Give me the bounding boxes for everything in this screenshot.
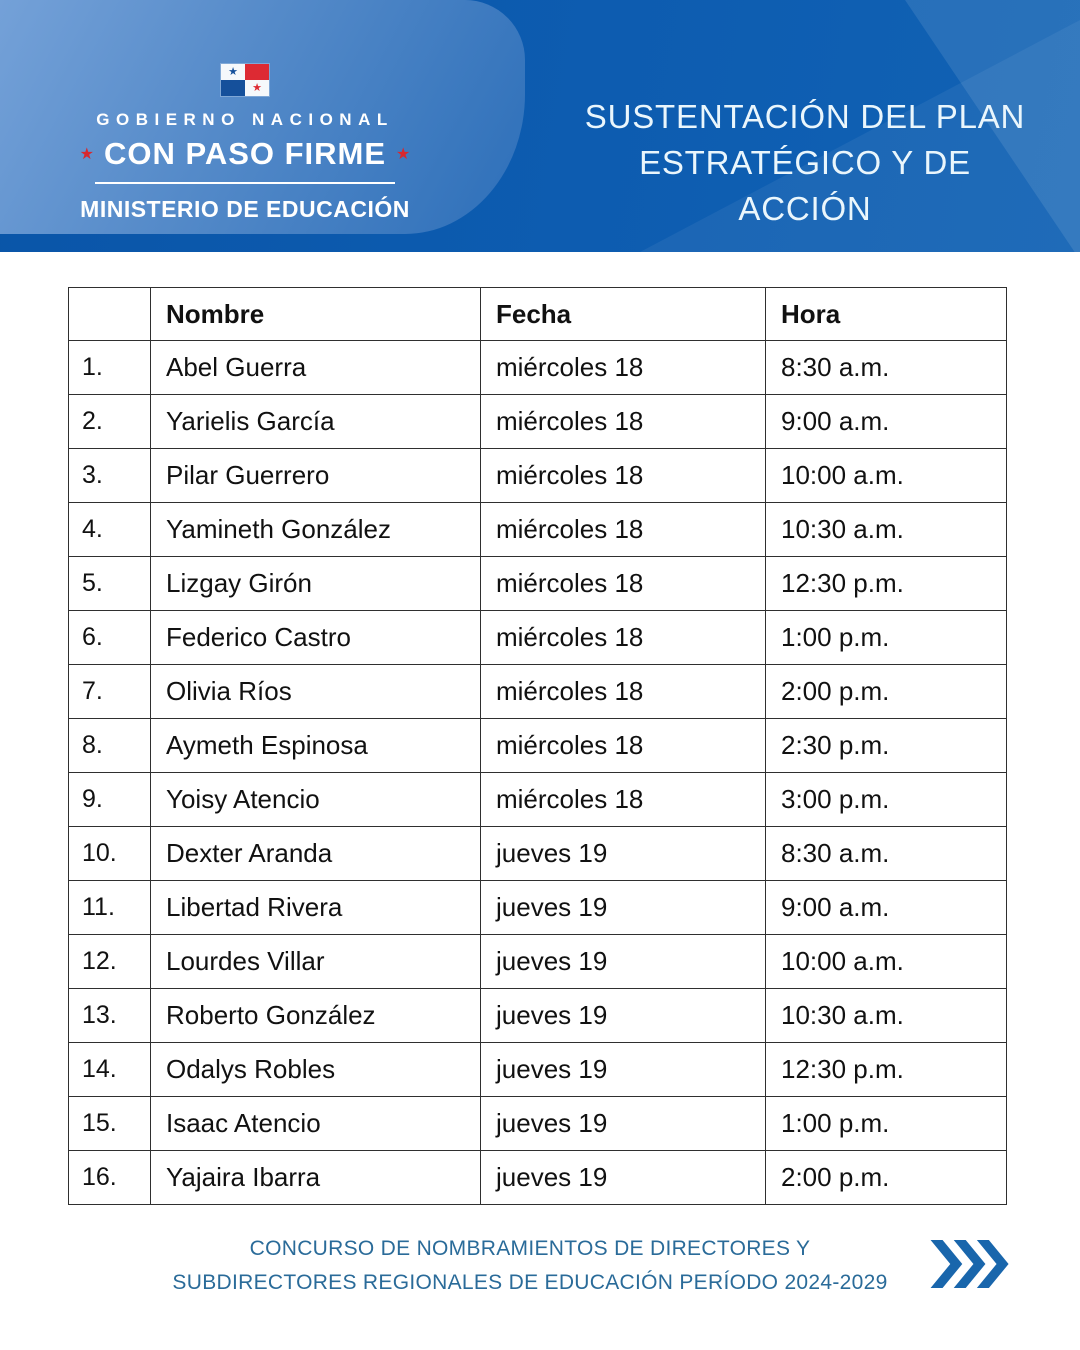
fecha-cell: miércoles 18: [481, 611, 766, 665]
fecha-cell: jueves 19: [481, 1151, 766, 1205]
hora-cell: 10:30 a.m.: [766, 503, 1007, 557]
row-number-cell: 1.: [69, 341, 151, 395]
row-number-cell: 12.: [69, 935, 151, 989]
nombre-cell: Yamineth González: [151, 503, 481, 557]
page-title-line1: SUSTENTACIÓN DEL PLAN: [584, 98, 1026, 135]
column-header-empty: [69, 288, 151, 341]
fecha-cell: miércoles 18: [481, 773, 766, 827]
nombre-cell: Libertad Rivera: [151, 881, 481, 935]
fecha-cell: miércoles 18: [481, 449, 766, 503]
nombre-cell: Yarielis García: [151, 395, 481, 449]
table-row: [69, 1097, 1007, 1151]
table-row: [69, 1151, 1007, 1205]
fecha-cell: miércoles 18: [481, 665, 766, 719]
row-number-cell: 10.: [69, 827, 151, 881]
table-row: [69, 989, 1007, 1043]
nombre-cell: Lourdes Villar: [151, 935, 481, 989]
footer: [0, 1228, 1080, 1318]
table-row: [69, 557, 1007, 611]
page-title: [570, 94, 1040, 233]
footer-caption-line1: CONCURSO DE NOMBRAMIENTOS DE DIRECTORES Y: [249, 1237, 811, 1260]
hora-cell: 10:00 a.m.: [766, 935, 1007, 989]
ministry-label: MINISTERIO DE EDUCACIÓN: [80, 196, 410, 222]
row-number-cell: 3.: [69, 449, 151, 503]
row-number-cell: 8.: [69, 719, 151, 773]
row-number-cell: 9.: [69, 773, 151, 827]
hora-cell: 1:00 p.m.: [766, 1097, 1007, 1151]
triple-chevron-right-icon: [928, 1240, 1012, 1288]
logo-divider: [95, 182, 395, 184]
flag-blue-star-icon: ★: [228, 65, 238, 78]
hora-cell: 1:00 p.m.: [766, 611, 1007, 665]
row-number-cell: 16.: [69, 1151, 151, 1205]
nombre-cell: Yajaira Ibarra: [151, 1151, 481, 1205]
row-number-cell: 4.: [69, 503, 151, 557]
table-row: [69, 665, 1007, 719]
nombre-cell: Odalys Robles: [151, 1043, 481, 1097]
table-row: [69, 935, 1007, 989]
fecha-cell: miércoles 18: [481, 557, 766, 611]
fecha-cell: jueves 19: [481, 1097, 766, 1151]
row-number-cell: 15.: [69, 1097, 151, 1151]
schedule-table-body: [69, 341, 1007, 1205]
fecha-cell: miércoles 18: [481, 719, 766, 773]
hora-cell: 10:00 a.m.: [766, 449, 1007, 503]
row-number-cell: 6.: [69, 611, 151, 665]
nombre-cell: Roberto González: [151, 989, 481, 1043]
table-row: [69, 449, 1007, 503]
schedule-table: [68, 287, 1007, 1205]
hora-cell: 12:30 p.m.: [766, 557, 1007, 611]
slogan-label: CON PASO FIRME: [103, 136, 387, 171]
table-row: [69, 341, 1007, 395]
hora-cell: 2:30 p.m.: [766, 719, 1007, 773]
table-row: [69, 611, 1007, 665]
flag-red-star-icon: ★: [252, 81, 262, 94]
fecha-cell: miércoles 18: [481, 503, 766, 557]
hora-cell: 9:00 a.m.: [766, 395, 1007, 449]
schedule-table-container: [68, 287, 1007, 1205]
government-logo: [60, 64, 430, 223]
column-header-hora: Hora: [766, 288, 1007, 341]
row-number-cell: 13.: [69, 989, 151, 1043]
fecha-cell: jueves 19: [481, 827, 766, 881]
table-row: [69, 1043, 1007, 1097]
flag-quadrant: [245, 80, 269, 96]
hora-cell: 10:30 a.m.: [766, 989, 1007, 1043]
table-row: [69, 395, 1007, 449]
row-number-cell: 11.: [69, 881, 151, 935]
footer-caption: [0, 1232, 1060, 1299]
table-row: [69, 503, 1007, 557]
panama-flag-icon: [221, 64, 269, 96]
footer-caption-line2: SUBDIRECTORES REGIONALES DE EDUCACIÓN PERÍODO 2024-2029: [172, 1270, 888, 1294]
page-title-line2: ESTRATÉGICO Y DE ACCIÓN: [639, 144, 971, 228]
hora-cell: 3:00 p.m.: [766, 773, 1007, 827]
nombre-cell: Olivia Ríos: [151, 665, 481, 719]
nombre-cell: Abel Guerra: [151, 341, 481, 395]
column-header-nombre: Nombre: [151, 288, 481, 341]
column-header-fecha: Fecha: [481, 288, 766, 341]
flag-quadrant: [221, 80, 245, 96]
table-header-row: [69, 288, 1007, 341]
fecha-cell: jueves 19: [481, 881, 766, 935]
fecha-cell: jueves 19: [481, 935, 766, 989]
hora-cell: 2:00 p.m.: [766, 1151, 1007, 1205]
nombre-cell: Lizgay Girón: [151, 557, 481, 611]
table-row: [69, 773, 1007, 827]
row-number-cell: 5.: [69, 557, 151, 611]
nombre-cell: Yoisy Atencio: [151, 773, 481, 827]
red-star-icon: ★: [79, 146, 94, 163]
row-number-cell: 14.: [69, 1043, 151, 1097]
fecha-cell: miércoles 18: [481, 395, 766, 449]
hora-cell: 8:30 a.m.: [766, 827, 1007, 881]
fecha-cell: jueves 19: [481, 989, 766, 1043]
hora-cell: 12:30 p.m.: [766, 1043, 1007, 1097]
table-row: [69, 719, 1007, 773]
nombre-cell: Pilar Guerrero: [151, 449, 481, 503]
hora-cell: 9:00 a.m.: [766, 881, 1007, 935]
nombre-cell: Aymeth Espinosa: [151, 719, 481, 773]
nombre-cell: Isaac Atencio: [151, 1097, 481, 1151]
slogan-row: [60, 136, 430, 172]
hora-cell: 8:30 a.m.: [766, 341, 1007, 395]
nombre-cell: Federico Castro: [151, 611, 481, 665]
flag-quadrant: [221, 64, 245, 80]
hora-cell: 2:00 p.m.: [766, 665, 1007, 719]
nombre-cell: Dexter Aranda: [151, 827, 481, 881]
row-number-cell: 2.: [69, 395, 151, 449]
table-row: [69, 881, 1007, 935]
row-number-cell: 7.: [69, 665, 151, 719]
fecha-cell: jueves 19: [481, 1043, 766, 1097]
red-star-icon: ★: [396, 146, 411, 163]
header-banner: [0, 0, 1080, 252]
gobierno-nacional-label: GOBIERNO NACIONAL: [96, 110, 394, 129]
fecha-cell: miércoles 18: [481, 341, 766, 395]
table-row: [69, 827, 1007, 881]
flag-quadrant: [245, 64, 269, 80]
